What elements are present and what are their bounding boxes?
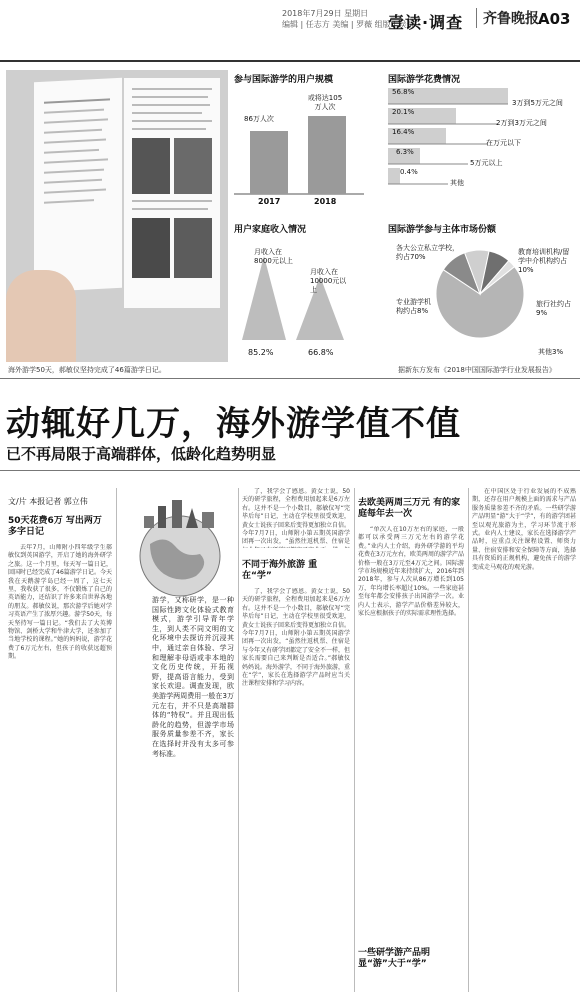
column-3-text: 了，我学会了感恩。黄女士说，50天的研学旅程，全程费用加起来是6万左右。这并不是一个小数目，郝敏仪写“完毕后每”日记，主动在学校里很受欢迎，黄女士说孩子回来后变得更加独立自信。今年7月7日，山师附小第五期英国游学团再一次出发，“虽然往返机票、住宿是与今年又有研学团都定了安全不一样，但家长需要自己来判断是否适合。”郝敏仪妈妈说。海外游学，不同于海外旅游，重在“学”，家长在选择游学产品时应当关注课程安排和学习内容。 — [242, 588, 350, 688]
column-divider-1 — [116, 488, 117, 992]
article-subhead: 已不再局限于高端群体，低龄化趋势明显 — [6, 445, 277, 463]
chart-users-label-2018: 或将达105万人次 — [307, 94, 343, 111]
bar-2018 — [308, 116, 346, 194]
spend-pct-3: 6.3% — [396, 148, 414, 156]
chart-users-title: 参与国际游学的用户规模 — [234, 75, 334, 85]
chart-income-title: 用户家庭收入情况 — [234, 225, 307, 235]
income-pct-8000: 85.2% — [248, 348, 274, 357]
chart-users-label-2017: 86万人次 — [244, 115, 274, 123]
globe-summary — [152, 596, 234, 780]
chart-users-x-2017: 2017 — [258, 197, 281, 206]
market-label-travel: 旅行社约占9% — [536, 300, 571, 317]
chart-source: 据新东方发布《2018中国国际游学行业发展报告》 — [398, 366, 556, 374]
spend-pct-4: 0.4% — [400, 168, 418, 176]
subhead-4: 一些研学游产品明显“游”大于“学” — [358, 948, 431, 969]
spend-pct-2: 16.4% — [392, 128, 415, 136]
chart-users-x-2018: 2018 — [314, 197, 337, 206]
chart-spend-title: 国际游学花费情况 — [388, 75, 461, 85]
column-divider-4 — [468, 488, 469, 992]
photo-caption: 海外游学50天，郝敏仪坚持完成了46篇游学日记。 — [8, 366, 166, 374]
spend-label-0: 3万到5万元之间 — [512, 99, 563, 107]
header-date: 2018年7月29日 星期日 — [282, 9, 369, 18]
column-divider-3 — [354, 488, 355, 992]
globe-summary-text: 游学，又称研学，是一种国际性跨文化体验式教育模式，游学引导青年学生，到人类不同文明的文化环境中去探访并沉浸其中，通过亲自体验、学习和理解非母语或非本地的文化历史传统，开拓视野，提高语言能力，受到家长欢迎。调查发现，欧美游学两周费用一般在3万元左右，并不只是高端群体的“特权”。并且现出低龄化的趋势，但游学市场服务质量参差不齐，家长在选择时并没有太多可参考标准。 — [152, 596, 234, 758]
chart-users-svg — [234, 86, 374, 206]
column-4-text: “单次人在10万左右的家庭，一般都可以承受两三万元左右的游学花费。”业内人士介绍，海外研学游的平均花费在3万元左右，欧美两周的游学产品价格一般在3万元至4万元之间。国际游学市场规模近年来持续扩大，2016年到2018年，参与人次从86万增长到105万，年均增长率超过10%。一些家庭甚至每年都会安排孩子出国游学一次。业内人士表示，游学产品价格差异较大，家长应根据孩子的实际需求理性选择。 — [358, 526, 464, 618]
hand-image — [6, 270, 76, 362]
market-label-specialist: 专业游学机构约占8% — [396, 298, 431, 315]
income-label-8000: 月收入在8000元以上 — [254, 248, 293, 265]
column-3-top-text: 了，我学会了感恩。黄女士说，50天的研学旅程，全程费用加起来是6万左右。这并不是一个小数目，郝敏仪写“完毕后每”日记，主动在学校里很受欢迎，黄女士说孩子回来后变得更加独立自信。今年7月7日，山师附小第五期英国游学团再一次出发，“虽然往返机票、住宿是 — [242, 488, 350, 546]
section-title: 壹读·调查 — [388, 13, 464, 32]
article-byline: 文/片 本报记者 郭立伟 — [8, 497, 88, 506]
book-right-page — [124, 78, 220, 308]
spend-label-1: 2万到3万元之间 — [496, 119, 547, 127]
header-editors: 编辑 | 任志方 美编 | 罗薇 组版 | 侯晋 — [282, 20, 415, 29]
column-3-top — [242, 488, 350, 548]
book-left-page — [34, 78, 122, 293]
column-divider-2 — [238, 488, 239, 992]
chart-market-title: 国际游学参与主体市场份额 — [388, 225, 497, 235]
market-label-training: 教育培训机构/留学中介机构约占10% — [518, 248, 570, 274]
page-number: A03 — [538, 10, 571, 28]
subhead-2: 不同于海外旅游 重在“学” — [242, 560, 318, 581]
article-headline: 动辄好几万，海外游学值不值 — [6, 404, 461, 444]
subhead-1: 50天花费6万 写出两万多字日记 — [8, 516, 102, 537]
column-5 — [472, 488, 576, 992]
bar-2017 — [250, 131, 288, 194]
spend-label-4: 其他 — [450, 179, 464, 187]
headline-rule — [0, 470, 580, 471]
spend-label-2: 在万元以下 — [486, 139, 521, 147]
column-4 — [358, 526, 464, 942]
column-3 — [242, 588, 350, 992]
column-5-text: 在中国区处于行业发展的不成熟期，还存在用户规模上面的需求与产品服务质量参差不齐的矛盾。一些研学游产品明显“游”大于“学”，有的游学团甚至以观光旅游为主，学习环节流于形式。业内人士建议，家长在选择游学产品时，应重点关注课程设置、师资力量、住宿安排和安全保障等方面，选择具有资质的正规机构，避免孩子的游学变成走马观花的观光游。 — [472, 488, 576, 571]
market-label-schools: 各大公立私立学校，约占70% — [396, 244, 459, 261]
subhead-3: 去欧美两周三万元 有的家庭每年去一次 — [358, 498, 461, 519]
income-label-10000: 月收入在10000元以上 — [310, 268, 347, 294]
header-rule — [0, 60, 580, 62]
globe-illustration — [120, 494, 238, 604]
income-pct-10000: 66.8% — [308, 348, 334, 357]
income-triangle-8000 — [242, 256, 286, 340]
diary-photo — [6, 70, 228, 362]
infographic-rule — [0, 378, 580, 379]
spend-pct-1: 20.1% — [392, 108, 415, 116]
spend-pct-0: 56.8% — [392, 88, 415, 96]
column-1 — [8, 544, 112, 992]
page-header — [0, 0, 580, 64]
newspaper-logo: 齐鲁晚报 — [476, 8, 539, 28]
spend-label-3: 5万元以上 — [470, 159, 503, 167]
column-1-text: 去年7月，山师附小四年级学生郝敏仪到英国游学，开启了她的海外研学之旅。这一个月里，每天写一篇日记，回国时已经完成了46篇游学日记。今天我在天鹅游学岛已经一周了，这七天里，我收获了很多，不仅锻炼了自己的英语能力，还结识了许多来自世界各地的朋友。郝敏仪说，那次游学后她对学习英语产生了浓厚兴趣。游学50天，每天坚持写一篇日记。“我们去了大英博物馆、剑桥大学和牛津大学，还参加了当地学校的课程。”她的妈妈说，游学花费了6万元左右，但孩子的收获远超预期。 — [8, 544, 112, 661]
market-label-other: 其他3% — [538, 348, 564, 356]
